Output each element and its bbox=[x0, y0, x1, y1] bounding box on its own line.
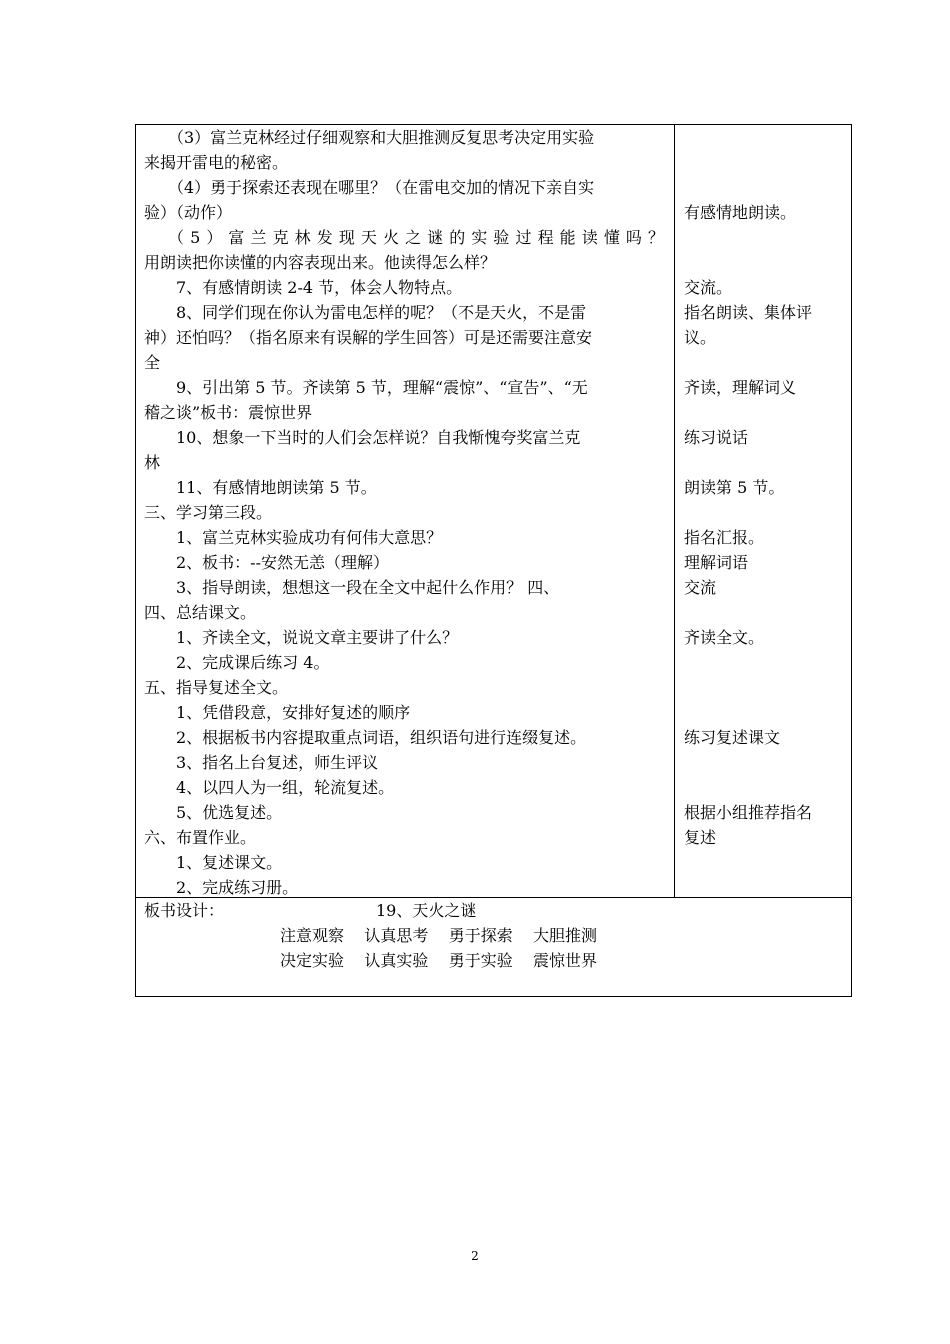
board-row: 注意观察 认真思考 勇于探索 大胆推测 bbox=[280, 926, 598, 945]
lesson-line: 3、指名上台复述，师生评议 bbox=[176, 753, 379, 772]
activity-line: 齐读，理解词义 bbox=[684, 378, 797, 397]
activity-line: 根据小组推荐指名 bbox=[684, 803, 813, 822]
activity-line: 练习说话 bbox=[684, 428, 749, 447]
lesson-line: 用朗读把你读懂的内容表现出来。他读得怎么样？ bbox=[144, 253, 497, 272]
lesson-line: 3、指导朗读，想想这一段在全文中起什么作用？ 四、 bbox=[176, 578, 560, 597]
lesson-line: 林 bbox=[144, 453, 161, 472]
section-heading: 三、学习第三段。 bbox=[144, 503, 273, 522]
lesson-line: 10、想象一下当时的人们会怎样说？自我惭愧夸奖富兰克 bbox=[176, 428, 581, 447]
lesson-line: 11、有感情地朗读第 5 节。 bbox=[176, 478, 377, 497]
board-label: 板书设计： bbox=[144, 901, 225, 920]
board-title: 19、天火之谜 bbox=[376, 901, 477, 920]
lesson-line: 1、凭借段意，安排好复述的顺序 bbox=[176, 703, 411, 722]
lesson-line: 1、富兰克林实验成功有何伟大意思？ bbox=[176, 528, 443, 547]
lesson-line: （4）勇于探索还表现在哪里？（在雷电交加的情况下亲自实 bbox=[168, 178, 595, 197]
page-number: 2 bbox=[471, 1249, 479, 1263]
activity-line: 理解词语 bbox=[684, 553, 749, 572]
lesson-line: 2、根据板书内容提取重点词语，组织语句进行连缀复述。 bbox=[176, 728, 587, 747]
lesson-line: 2、板书：--安然无恙（理解） bbox=[176, 553, 389, 572]
activity-line: 指名汇报。 bbox=[684, 528, 765, 547]
section-heading: 六、布置作业。 bbox=[144, 828, 257, 847]
column-divider bbox=[674, 125, 675, 897]
lesson-line: 1、齐读全文，说说文章主要讲了什么？ bbox=[176, 628, 459, 647]
lesson-line: 2、完成练习册。 bbox=[176, 878, 299, 897]
lesson-line: 神）还怕吗？（指名原来有误解的学生回答）可是还需要注意安 bbox=[144, 328, 593, 347]
lesson-line: 验）（动作） bbox=[144, 203, 233, 222]
board-row: 决定实验 认真实验 勇于实验 震惊世界 bbox=[280, 951, 598, 970]
lesson-line: 2、完成课后练习 4。 bbox=[176, 653, 330, 672]
section-heading: 四、总结课文。 bbox=[144, 603, 257, 622]
lesson-line: 5、优选复述。 bbox=[176, 803, 283, 822]
activity-line: 有感情地朗读。 bbox=[684, 203, 797, 222]
activity-line: 交流 bbox=[684, 578, 717, 597]
lesson-plan-table bbox=[135, 124, 852, 997]
section-heading: 五、指导复述全文。 bbox=[144, 678, 289, 697]
lesson-line: 9、引出第 5 节。齐读第 5 节，理解“震惊”、“宣告”、“无 bbox=[176, 378, 588, 397]
lesson-line: 稽之谈”板书：震惊世界 bbox=[144, 403, 313, 422]
lesson-line: 8、同学们现在你认为雷电怎样的呢？（不是天火，不是雷 bbox=[176, 303, 587, 322]
activity-line: 练习复述课文 bbox=[684, 728, 781, 747]
lesson-line: （5）富兰克林发现天火之谜的实验过程能读懂吗？ bbox=[168, 228, 664, 247]
activity-line: 指名朗读、集体评 bbox=[684, 303, 813, 322]
activity-line: 复述 bbox=[684, 828, 717, 847]
activity-line: 交流。 bbox=[684, 278, 733, 297]
lesson-line: 4、以四人为一组，轮流复述。 bbox=[176, 778, 395, 797]
lesson-line: 全 bbox=[144, 353, 161, 372]
lesson-line: 来揭开雷电的秘密。 bbox=[144, 153, 289, 172]
activity-line: 议。 bbox=[684, 328, 717, 347]
lesson-line: 1、复述课文。 bbox=[176, 853, 283, 872]
activity-line: 朗读第 5 节。 bbox=[684, 478, 785, 497]
activity-line: 齐读全文。 bbox=[684, 628, 765, 647]
lesson-line: 7、有感情朗读 2-4 节，体会人物特点。 bbox=[176, 278, 463, 297]
lesson-line: （3）富兰克林经过仔细观察和大胆推测反复思考决定用实验 bbox=[168, 128, 595, 147]
